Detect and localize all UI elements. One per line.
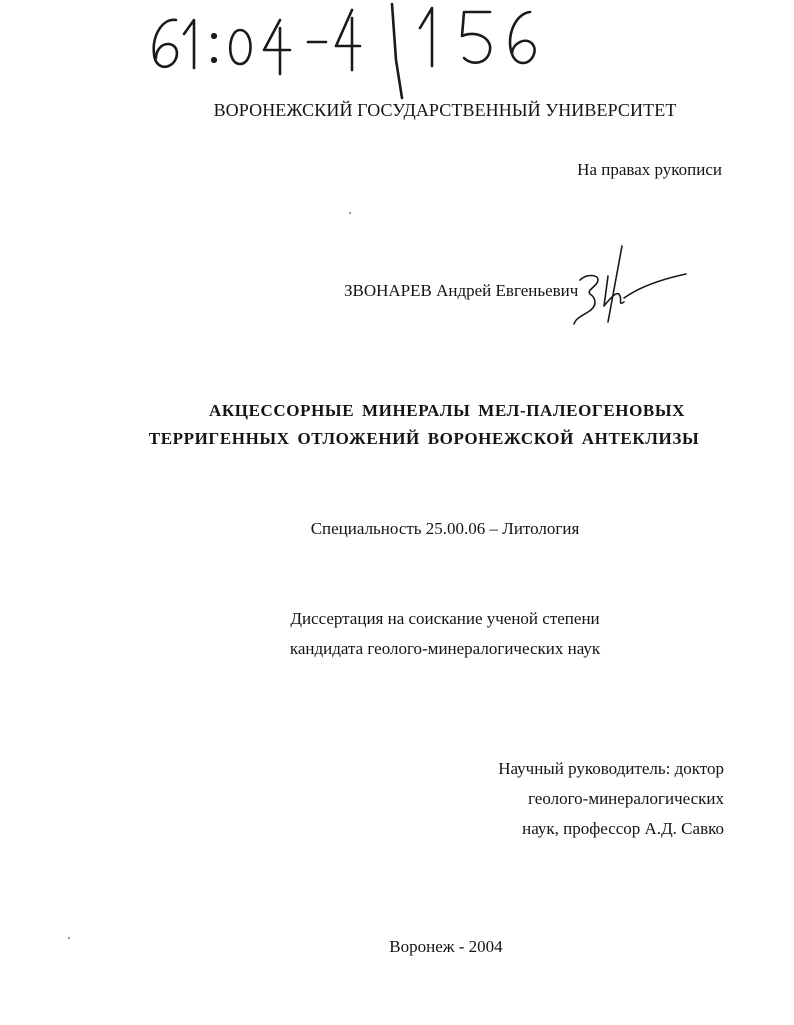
city-and-year: Воронеж - 2004 <box>389 937 503 956</box>
supervisor-line-3: наук, профессор А.Д. Савко <box>522 819 724 838</box>
degree-line-1: Диссертация на соискание ученой степени <box>290 609 600 628</box>
author-signature <box>568 236 698 332</box>
dissertation-title-line-1: АКЦЕССОРНЫЕ МИНЕРАЛЫ МЕЛ-ПАЛЕОГЕНОВЫХ <box>208 401 686 420</box>
handwritten-archive-number <box>140 0 620 100</box>
university-name: ВОРОНЕЖСКИЙ ГОСУДАРСТВЕННЫЙ УНИВЕРСИТЕТ <box>213 100 677 120</box>
manuscript-rights-note: На правах рукописи <box>577 160 722 179</box>
specialty: Специальность 25.00.06 – Литология <box>310 519 580 538</box>
author-name: ЗВОНАРЕВ Андрей Евгеньевич <box>344 281 579 300</box>
supervisor-line-1: Научный руководитель: доктор <box>498 759 724 778</box>
scan-speck <box>349 212 351 214</box>
dissertation-title-line-2: ТЕРРИГЕННЫХ ОТЛОЖЕНИЙ ВОРОНЕЖСКОЙ АНТЕКЛИЗЫ <box>148 429 700 448</box>
degree-line-2: кандидата геолого-минералогических наук <box>289 639 601 658</box>
supervisor-line-2: геолого-минералогических <box>528 789 724 808</box>
scan-speck <box>68 937 70 939</box>
